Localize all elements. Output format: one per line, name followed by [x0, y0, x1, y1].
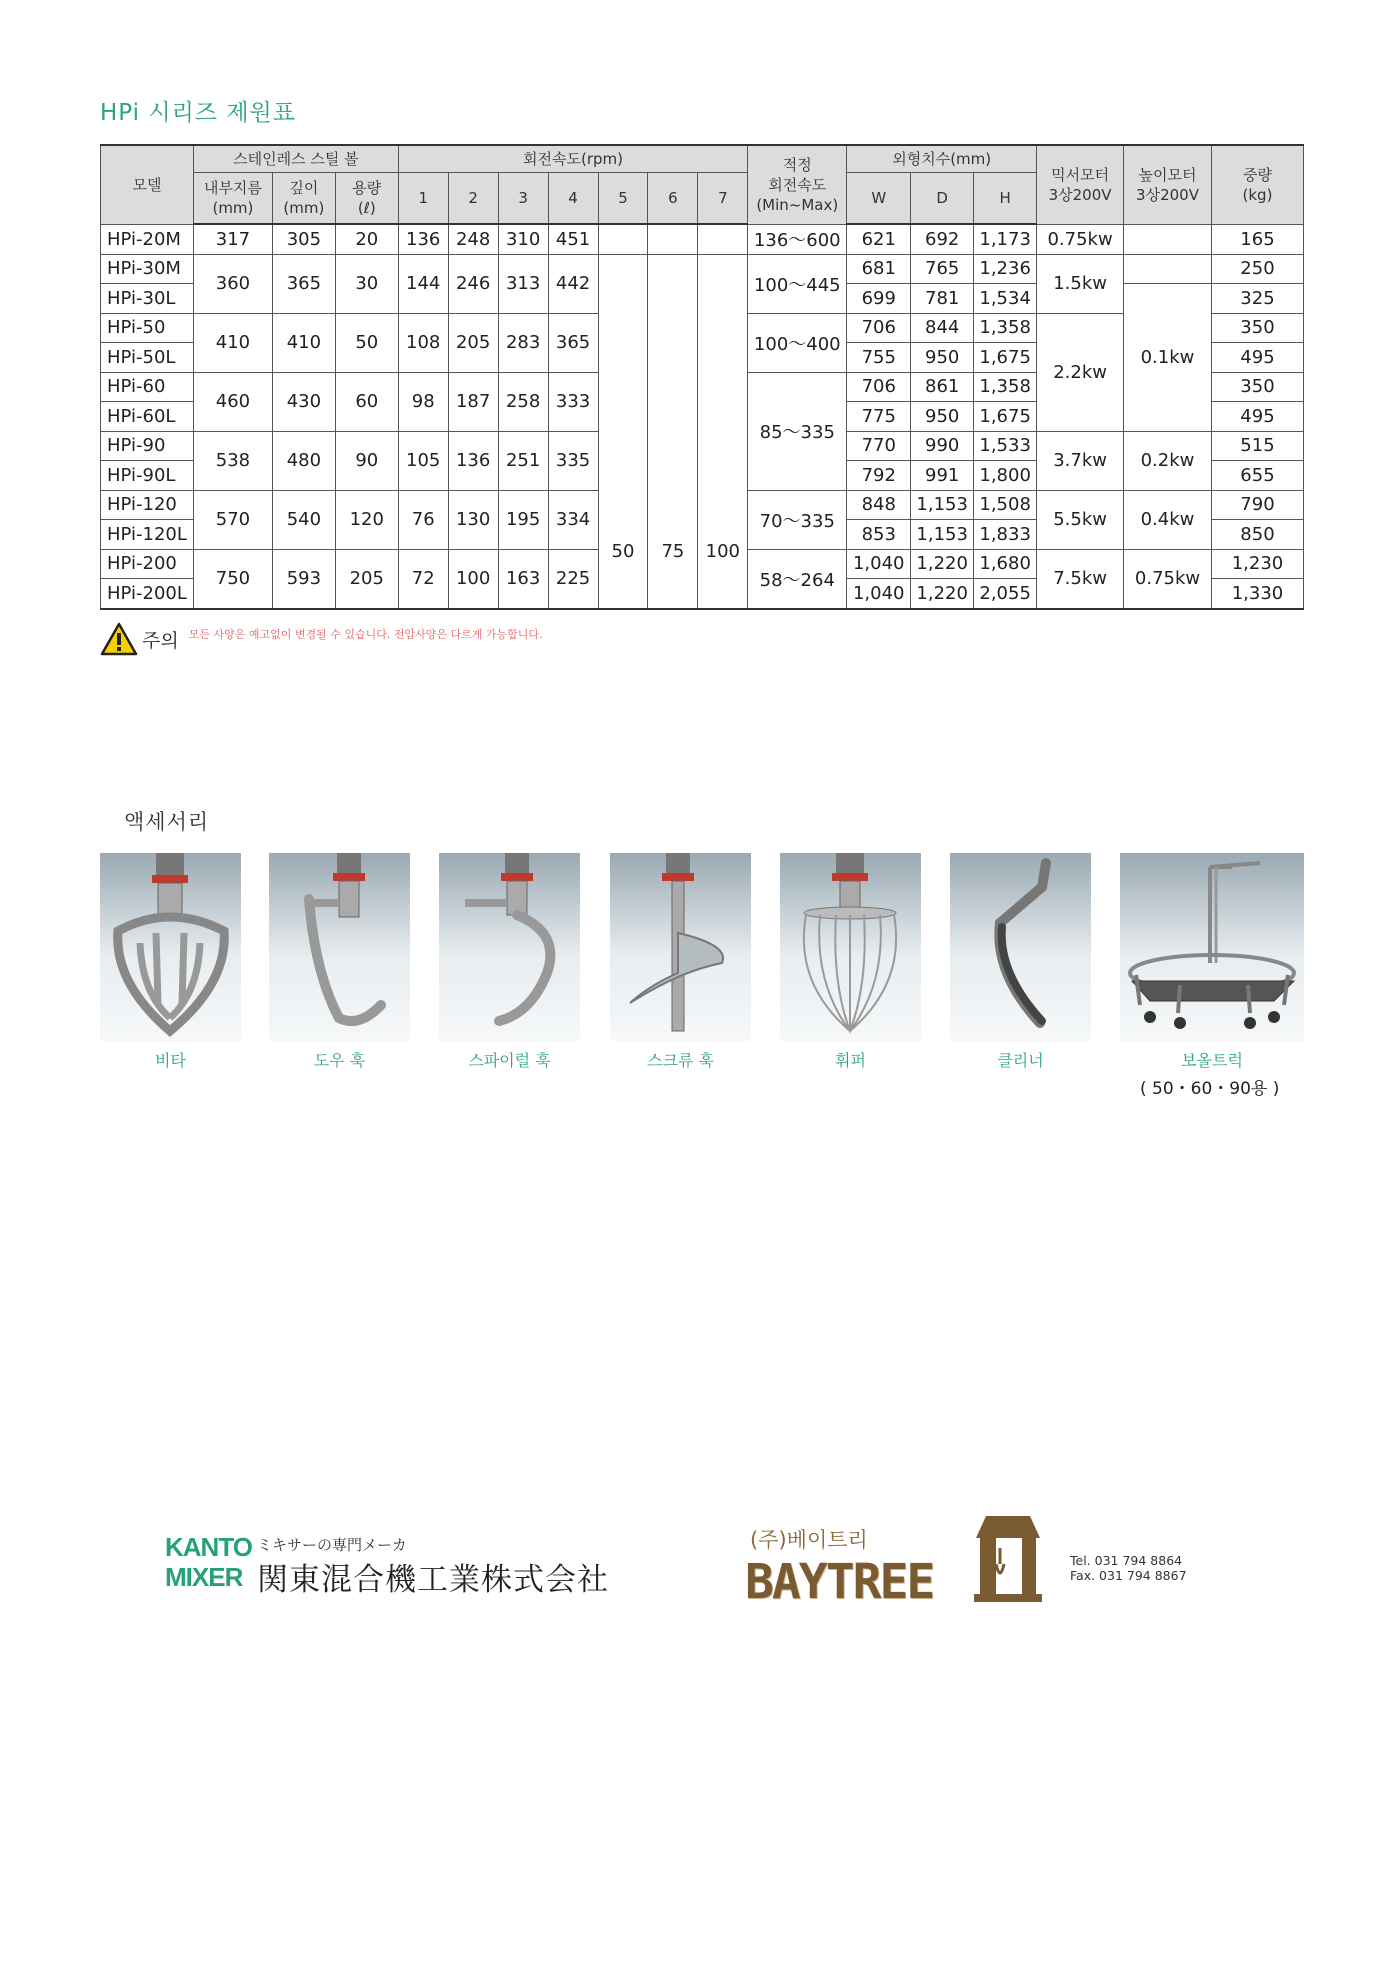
header-depth-dim: D [911, 173, 974, 225]
cell: 538 [193, 431, 272, 490]
cell: 0.4kw [1124, 490, 1212, 549]
cell: 1,040 [847, 549, 911, 579]
cell: 0.2kw [1124, 431, 1212, 490]
cell: 655 [1211, 461, 1303, 491]
kanto-company-name: 関東混合機工業株式会社 [257, 1562, 609, 1598]
cell: 1,675 [974, 402, 1037, 432]
cell: 1,220 [911, 579, 974, 609]
accessory-beater [100, 853, 241, 1071]
header-capacity: 용량 (ℓ) [335, 173, 398, 225]
cell: 1,800 [974, 461, 1037, 491]
model-cell: HPi-30M [101, 254, 194, 284]
baytree-korean-name: (주)베이트리 [750, 1528, 868, 1552]
cell: 365 [272, 254, 335, 313]
cell: 365 [548, 313, 598, 372]
cell: 76 [398, 490, 448, 549]
cell: 313 [498, 254, 548, 313]
cell: 1,220 [911, 549, 974, 579]
cell: 205 [448, 313, 498, 372]
speed-7-cell: 100 [698, 254, 748, 609]
cell: 98 [398, 372, 448, 431]
cell: 706 [847, 313, 911, 343]
cell: 442 [548, 254, 598, 313]
cell: 350 [1211, 313, 1303, 343]
fax-number: Fax. 031 794 8867 [1070, 1568, 1187, 1583]
cell: 1,358 [974, 372, 1037, 402]
header-optimal-speed: 적정 회전속도 (Min~Max) [748, 145, 847, 224]
cell: 0.75kw [1037, 224, 1124, 254]
model-cell: HPi-200L [101, 579, 194, 609]
header-speed-7: 7 [698, 173, 748, 225]
cell: 5.5kw [1037, 490, 1124, 549]
cell: 136 [448, 431, 498, 490]
cell: 593 [272, 549, 335, 609]
cell: 305 [272, 224, 335, 254]
cell: 0.1kw [1124, 284, 1212, 432]
cell-empty [1124, 224, 1212, 254]
cell: 100～400 [748, 313, 847, 372]
cell: 130 [448, 490, 498, 549]
cell: 1,330 [1211, 579, 1303, 609]
cell: 1,173 [974, 224, 1037, 254]
cell: 765 [911, 254, 974, 284]
cell: 72 [398, 549, 448, 609]
cell: 251 [498, 431, 548, 490]
model-cell: HPi-90 [101, 431, 194, 461]
cell: 950 [911, 402, 974, 432]
accessory-whipper [780, 853, 921, 1071]
table-row [101, 224, 1304, 254]
model-cell: HPi-120L [101, 520, 194, 550]
beater-icon [100, 853, 241, 1041]
cell: 360 [193, 254, 272, 313]
accessory-dough-hook [269, 853, 410, 1071]
cell: 100 [448, 549, 498, 609]
cell: 775 [847, 402, 911, 432]
cell: 250 [1211, 254, 1303, 284]
header-weight: 중량 (kg) [1211, 145, 1303, 224]
cell: 58～264 [748, 549, 847, 609]
model-cell: HPi-200 [101, 549, 194, 579]
cell: 165 [1211, 224, 1303, 254]
cell: 1,675 [974, 343, 1037, 373]
model-cell: HPi-20M [101, 224, 194, 254]
cell: 30 [335, 254, 398, 313]
whisk-icon [780, 853, 921, 1041]
cell: 850 [1211, 520, 1303, 550]
beater-image [100, 853, 241, 1041]
table-row [101, 254, 1304, 284]
cell: 1,680 [974, 549, 1037, 579]
model-cell: HPi-120 [101, 490, 194, 520]
cell: 283 [498, 313, 548, 372]
bowl-truck-icon [1120, 853, 1304, 1041]
cleaner-icon [950, 853, 1091, 1041]
header-speed-2: 2 [448, 173, 498, 225]
cleaner-image [950, 853, 1091, 1041]
cell: 844 [911, 313, 974, 343]
cell: 1,534 [974, 284, 1037, 314]
header-width: W [847, 173, 911, 225]
notice-text: 모든 사양은 예고없이 변경될 수 있습니다. 전압사양은 다르게 가능합니다. [188, 628, 543, 641]
cell-empty [698, 224, 748, 254]
cell: 2,055 [974, 579, 1037, 609]
speed-5-cell: 50 [598, 254, 648, 609]
cell: 144 [398, 254, 448, 313]
cell: 681 [847, 254, 911, 284]
cell: 136～600 [748, 224, 847, 254]
cell: 1,236 [974, 254, 1037, 284]
accessory-label: 도우 훅 [313, 1051, 366, 1070]
cell: 1,230 [1211, 549, 1303, 579]
header-rpm: 회전속도(rpm) [398, 145, 748, 173]
header-dimensions: 외형치수(mm) [847, 145, 1037, 173]
cell: 570 [193, 490, 272, 549]
page-title: HPi 시리즈 제원표 [100, 100, 296, 126]
model-cell: HPi-60L [101, 402, 194, 432]
notice [100, 622, 542, 656]
cell: 20 [335, 224, 398, 254]
accessories-title: 액세서리 [124, 810, 210, 834]
cell: 258 [498, 372, 548, 431]
accessory-spiral-hook [439, 853, 580, 1071]
accessory-label: 휘퍼 [835, 1051, 866, 1070]
cell: 515 [1211, 431, 1303, 461]
cell: 310 [498, 224, 548, 254]
cell-empty [1124, 254, 1212, 284]
cell: 335 [548, 431, 598, 490]
cell: 1,153 [911, 490, 974, 520]
cell: 621 [847, 224, 911, 254]
cell: 853 [847, 520, 911, 550]
cell: 187 [448, 372, 498, 431]
model-cell: HPi-90L [101, 461, 194, 491]
dough-hook-icon [269, 853, 410, 1041]
model-cell: HPi-50 [101, 313, 194, 343]
screw-hook-image [610, 853, 751, 1041]
cell: 3.7kw [1037, 431, 1124, 490]
cell: 991 [911, 461, 974, 491]
cell: 755 [847, 343, 911, 373]
cell: 1,153 [911, 520, 974, 550]
cell: 120 [335, 490, 398, 549]
header-speed-3: 3 [498, 173, 548, 225]
cell: 790 [1211, 490, 1303, 520]
kanto-subtitle: ミキサーの専門メーカ [257, 1536, 407, 1554]
warning-icon [100, 622, 138, 656]
accessory-screw-hook [610, 853, 751, 1071]
cell: 990 [911, 431, 974, 461]
header-inner-diameter: 내부지름 (mm) [193, 173, 272, 225]
cell: 195 [498, 490, 548, 549]
cell: 430 [272, 372, 335, 431]
cell: 410 [272, 313, 335, 372]
bowl-truck-note: ( 50・60・90용 ) [1140, 1079, 1280, 1099]
cell: 848 [847, 490, 911, 520]
header-speed-1: 1 [398, 173, 448, 225]
accessory-label: 보올트럭 [1181, 1051, 1243, 1070]
kanto-mark: KANTO MIXER [165, 1532, 252, 1592]
notice-label: 주의 [142, 629, 179, 652]
screw-hook-icon [610, 853, 751, 1041]
cell: 163 [498, 549, 548, 609]
contact-info [1070, 1553, 1187, 1583]
cell: 1.5kw [1037, 254, 1124, 313]
cell: 692 [911, 224, 974, 254]
cell: 1,040 [847, 579, 911, 609]
cell: 781 [911, 284, 974, 314]
header-model: 모델 [101, 145, 194, 224]
cell: 246 [448, 254, 498, 313]
bowl-truck-image [1120, 853, 1304, 1041]
cell: 1,533 [974, 431, 1037, 461]
cell: 706 [847, 372, 911, 402]
accessory-bowl-truck [1120, 853, 1304, 1071]
cell: 70～335 [748, 490, 847, 549]
cell: 85～335 [748, 372, 847, 490]
header-mixer-motor: 믹서모터 3상200V [1037, 145, 1124, 224]
cell: 325 [1211, 284, 1303, 314]
cell: 350 [1211, 372, 1303, 402]
cell: 1,358 [974, 313, 1037, 343]
header-speed-6: 6 [648, 173, 698, 225]
whipper-image [780, 853, 921, 1041]
cell: 480 [272, 431, 335, 490]
cell: 2.2kw [1037, 313, 1124, 431]
cell: 770 [847, 431, 911, 461]
cell: 90 [335, 431, 398, 490]
cell: 410 [193, 313, 272, 372]
accessory-cleaner [950, 853, 1091, 1071]
cell: 792 [847, 461, 911, 491]
kanto-mixer-logo [165, 1532, 609, 1598]
header-speed-4: 4 [548, 173, 598, 225]
telephone-number: Tel. 031 794 8864 [1070, 1553, 1183, 1568]
header-lift-motor: 높이모터 3상200V [1124, 145, 1212, 224]
cell: 100～445 [748, 254, 847, 313]
cell: 333 [548, 372, 598, 431]
model-cell: HPi-50L [101, 343, 194, 373]
dough-hook-image [269, 853, 410, 1041]
spiral-hook-icon [439, 853, 580, 1041]
cell: 105 [398, 431, 448, 490]
model-cell: HPi-60 [101, 372, 194, 402]
cell: 861 [911, 372, 974, 402]
cell: 495 [1211, 402, 1303, 432]
baytree-wordmark: BAYTREE [745, 1554, 934, 1610]
cell: 50 [335, 313, 398, 372]
speed-6-cell: 75 [648, 254, 698, 609]
cell: 317 [193, 224, 272, 254]
cell: 495 [1211, 343, 1303, 373]
cell: 0.75kw [1124, 549, 1212, 609]
accessory-label: 스크류 훅 [647, 1051, 714, 1070]
cell: 136 [398, 224, 448, 254]
cell: 460 [193, 372, 272, 431]
mixer-machine-icon [970, 1508, 1045, 1604]
accessory-label: 스파이럴 훅 [468, 1051, 551, 1070]
cell: 1,508 [974, 490, 1037, 520]
spiral-hook-image [439, 853, 580, 1041]
cell: 225 [548, 549, 598, 609]
cell: 108 [398, 313, 448, 372]
cell: 750 [193, 549, 272, 609]
cell-empty [598, 224, 648, 254]
cell: 950 [911, 343, 974, 373]
cell: 699 [847, 284, 911, 314]
cell: 7.5kw [1037, 549, 1124, 609]
cell: 1,833 [974, 520, 1037, 550]
cell: 60 [335, 372, 398, 431]
header-height: H [974, 173, 1037, 225]
spec-table [100, 144, 1304, 610]
accessories-row [100, 853, 1304, 1070]
cell: 451 [548, 224, 598, 254]
cell: 205 [335, 549, 398, 609]
cell: 248 [448, 224, 498, 254]
cell: 334 [548, 490, 598, 549]
header-depth: 깊이 (mm) [272, 173, 335, 225]
header-speed-5: 5 [598, 173, 648, 225]
cell-empty [648, 224, 698, 254]
model-cell: HPi-30L [101, 284, 194, 314]
accessory-label: 클리너 [997, 1051, 1044, 1070]
cell: 540 [272, 490, 335, 549]
header-bowl: 스테인레스 스틸 볼 [193, 145, 398, 173]
accessory-label: 비타 [155, 1051, 186, 1070]
